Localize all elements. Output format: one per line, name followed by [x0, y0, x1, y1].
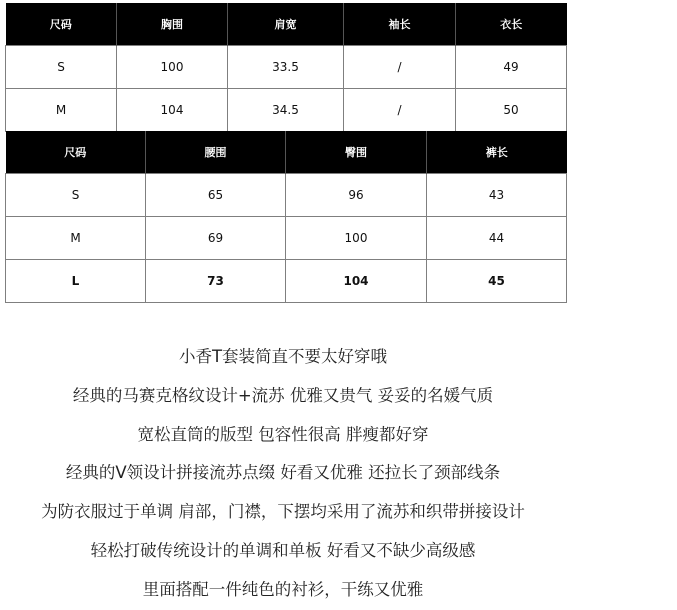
table-cell: 34.5: [228, 89, 344, 132]
table-cell: 44: [427, 217, 567, 260]
table-cell: L: [6, 260, 146, 303]
table-cell: 45: [427, 260, 567, 303]
header-size: 尺码: [6, 131, 146, 174]
table-cell: 100: [286, 217, 427, 260]
table-header-row: [6, 3, 567, 46]
description-line: 经典的V领设计拼接流苏点缀 好看又优雅 还拉长了颈部线条: [65, 463, 501, 483]
table-header-row: [6, 131, 567, 174]
table-cell: /: [344, 46, 456, 89]
table-cell: 69: [146, 217, 286, 260]
description-line: 小香T套装简直不要太好穿哦: [178, 347, 388, 366]
table-cell: 104: [286, 260, 427, 303]
product-description: [0, 338, 566, 610]
header-sleeve: 袖长: [344, 3, 456, 46]
table-cell: /: [344, 89, 456, 132]
header-hip: 臀围: [286, 131, 427, 174]
top-size-table: [5, 3, 567, 132]
table-cell: 49: [456, 46, 567, 89]
table-row: [6, 260, 567, 303]
table-row: [6, 46, 567, 89]
table-cell: 96: [286, 174, 427, 217]
header-size: 尺码: [6, 3, 117, 46]
description-line: 轻松打破传统设计的单调和单板 好看又不缺少高级感: [90, 540, 476, 560]
table-cell: M: [6, 217, 146, 260]
table-cell: 65: [146, 174, 286, 217]
header-waist: 腰围: [146, 131, 286, 174]
header-pants-length: 裤长: [427, 131, 567, 174]
description-line: 宽松直筒的版型 包容性很高 胖瘦都好穿: [137, 424, 429, 444]
table-row: [6, 174, 567, 217]
table-cell: 43: [427, 174, 567, 217]
table-cell: S: [6, 174, 146, 217]
table-cell: 33.5: [228, 46, 344, 89]
description-line: 里面搭配一件纯色的衬衫，干练又优雅: [142, 579, 424, 599]
table-cell: 73: [146, 260, 286, 303]
description-line: 经典的马赛克格纹设计+流苏 优雅又贵气 妥妥的名媛气质: [72, 385, 494, 405]
table-cell: 104: [117, 89, 228, 132]
description-line: 为防衣服过于单调 肩部，门襟，下摆均采用了流苏和织带拼接设计: [41, 502, 525, 522]
header-shoulder: 肩宽: [228, 3, 344, 46]
table-cell: S: [6, 46, 117, 89]
table-cell: 100: [117, 46, 228, 89]
bottom-size-table: [5, 131, 567, 303]
header-chest: 胸围: [117, 3, 228, 46]
table-cell: 50: [456, 89, 567, 132]
header-length: 衣长: [456, 3, 567, 46]
table-row: [6, 217, 567, 260]
table-cell: M: [6, 89, 117, 132]
table-row: [6, 89, 567, 132]
